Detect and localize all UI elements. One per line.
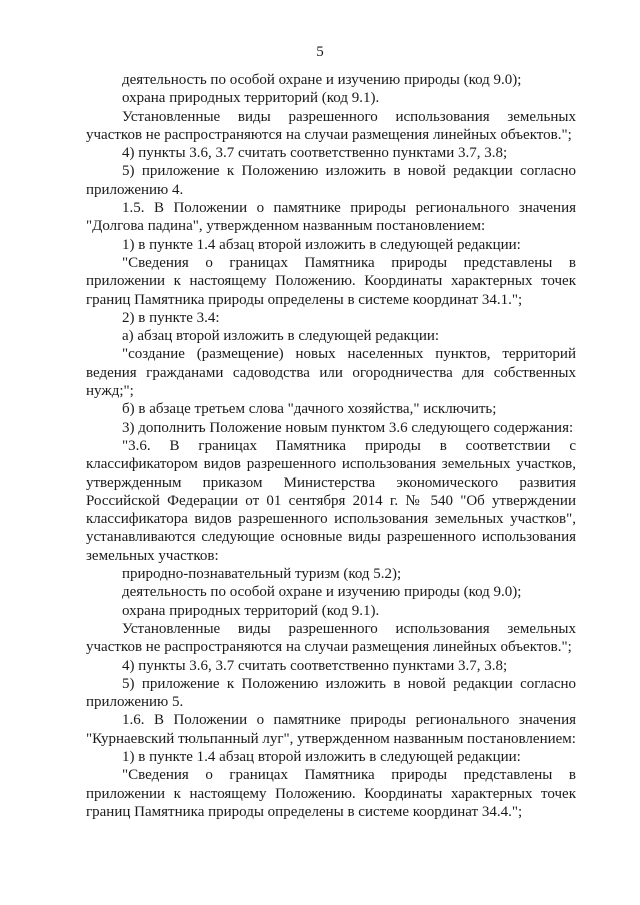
paragraph: деятельность по особой охране и изучению природы (код 9.0); [122, 72, 522, 88]
page-number: 5 [316, 44, 324, 60]
paragraph: природно-познавательный туризм (код 5.2); [122, 566, 402, 583]
paragraph: Установленные виды разрешенного использования земельных участков не распространяются на случаи размещения линейных объектов."; [86, 620, 576, 656]
document-body [86, 71, 576, 821]
paragraph: 5) приложение к Положению изложить в новой редакции согласно приложению 5. [86, 675, 576, 711]
paragraph: 2) в пункте 3.4: [122, 309, 220, 326]
paragraph: "3.6. В границах Памятника природы в соответствии с классификатором видов разрешенного использования земельных участков, утвержденным приказом Министерства экономического развития Российской Федерации от 01 сентября 2014 г. № 540 "Об утверждении классификатора видов разрешенного использования земельных участков", устанавливаются следующие основные виды разрешенного использования земельных участков: [86, 437, 576, 564]
paragraph: "Сведения о границах Памятника природы представлены в приложении к настоящему Положению. Координаты характерных точек границ Памятника природы определены в системе координат 34.1."; [86, 254, 576, 308]
paragraph: б) в абзаце третьем слова "дачного хозяйства," исключить; [122, 401, 497, 418]
paragraph: 4) пункты 3.6, 3.7 считать соответственно пунктами 3.7, 3.8; [122, 145, 508, 162]
paragraph: деятельность по особой охране и изучению природы (код 9.0); [122, 584, 522, 601]
paragraph: 1.5. В Положении о памятнике природы регионального значения "Долгова падина", утвержденном названным постановлением: [86, 200, 576, 235]
paragraph: 3) дополнить Положение новым пунктом 3.6 следующего содержания: [122, 419, 574, 436]
paragraph: 5) приложение к Положению изложить в новой редакции согласно приложению 4. [86, 163, 576, 198]
paragraph: "создание (размещение) новых населенных пунктов, территорий ведения гражданами садоводства или огородничества для собственных нужд;"; [86, 346, 576, 400]
paragraph: а) абзац второй изложить в следующей редакции: [122, 328, 440, 345]
paragraph: Установленные виды разрешенного использования земельных участков не распространяются на случаи размещения линейных объектов."; [86, 108, 576, 143]
paragraph: "Сведения о границах Памятника природы представлены в приложении к настоящему Положению. Координаты характерных точек границ Памятника природы определены в системе координат 34.4."; [86, 767, 576, 820]
paragraph: охрана природных территорий (код 9.1). [122, 602, 380, 619]
paragraph: 4) пункты 3.6, 3.7 считать соответственно пунктами 3.7, 3.8; [122, 657, 508, 674]
paragraph: 1) в пункте 1.4 абзац второй изложить в следующей редакции: [122, 748, 521, 765]
paragraph: 1.6. В Положении о памятнике природы регионального значения "Курнаевский тюльпанный луг", утвержденном названным постановлением: [86, 712, 576, 747]
paragraph: 1) в пункте 1.4 абзац второй изложить в следующей редакции: [122, 236, 521, 253]
paragraph: охрана природных территорий (код 9.1). [122, 90, 380, 107]
